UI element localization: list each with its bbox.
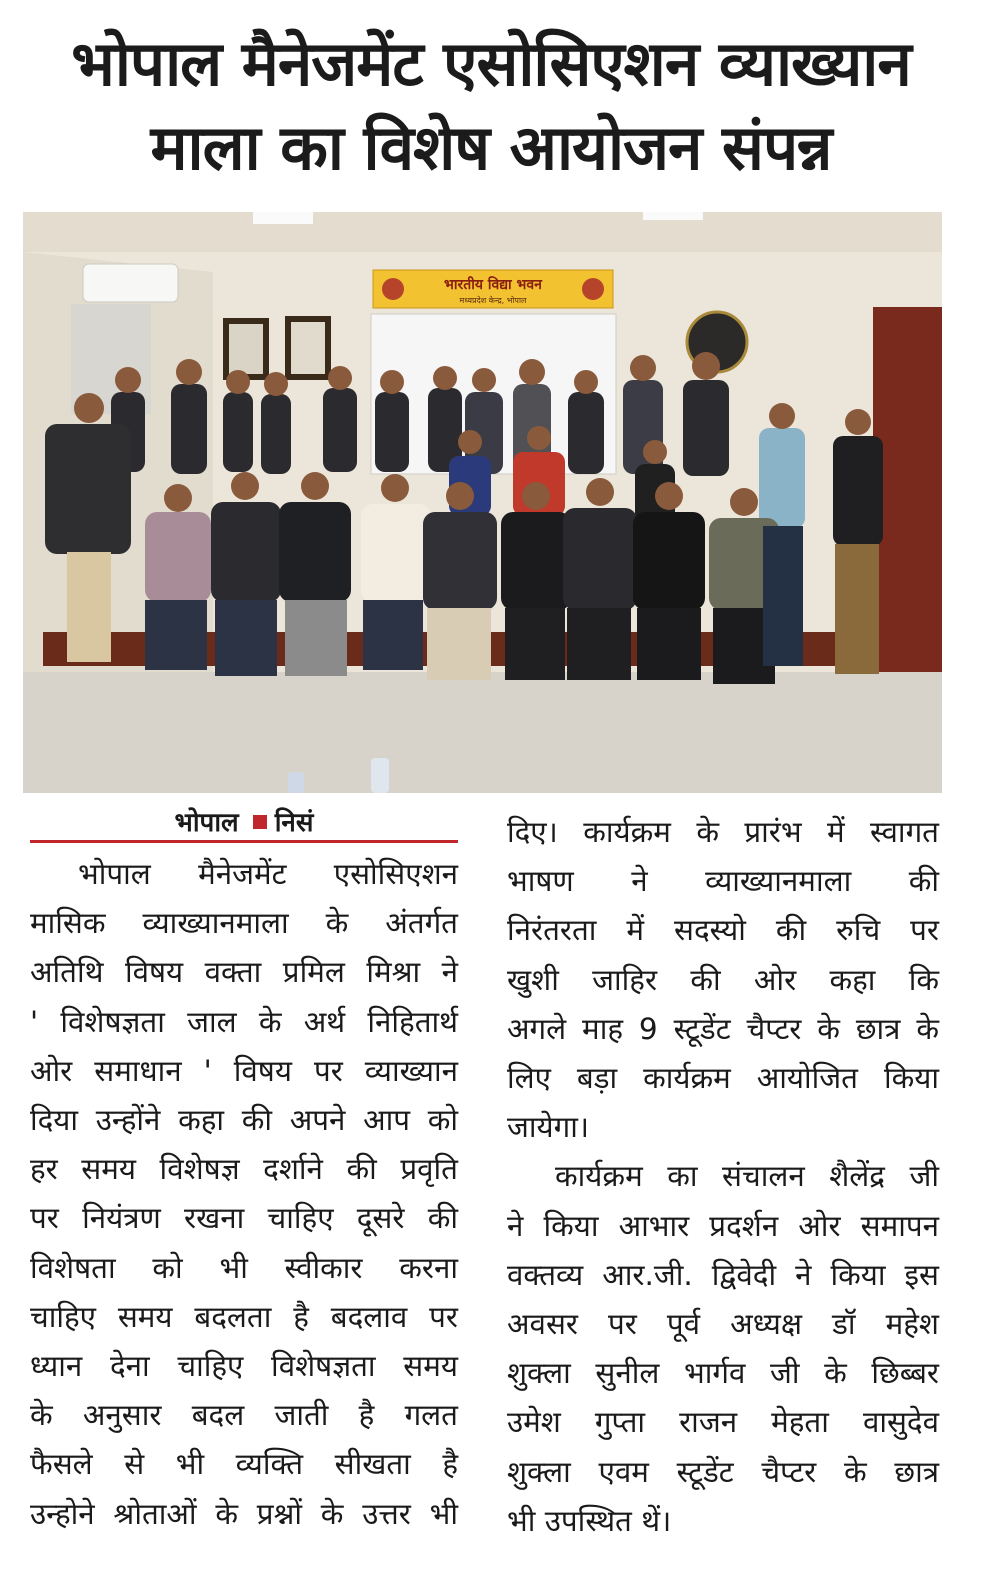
- column-1-line: उन्होने श्रोताओं के प्रश्नों के उत्तर भी: [30, 1496, 458, 1531]
- headline-line-1: भोपाल मैनेजमेंट एसोसिएशन व्याख्यान: [71, 27, 911, 100]
- column-1-line: ओर समाधान ' विषय पर व्याख्यान: [30, 1053, 458, 1088]
- group-photo-illustration: [23, 212, 942, 793]
- column-2-line: निरंतरता में सदस्यो की रुचि पर: [507, 913, 939, 948]
- column-1-line: मासिक व्याख्यानमाला के अंतर्गत: [30, 906, 458, 941]
- column-1-line: भोपाल मैनेजमेंट एसोसिएशन: [78, 857, 458, 891]
- group-photo: [23, 212, 942, 793]
- square-bullet-icon: [253, 815, 267, 829]
- banner-title: भारतीय विद्या भवन: [444, 277, 542, 293]
- column-1-line: ध्यान देना चाहिए विशेषज्ञता समय: [30, 1349, 458, 1384]
- column-1-line: ' विशेषज्ञता जाल के अर्थ निहितार्थ: [30, 1004, 458, 1039]
- column-2-line: खुशी जाहिर की ओर कहा कि: [507, 962, 939, 997]
- column-2-line: भी उपस्थित थें।: [507, 1503, 672, 1538]
- column-2-line: दिए। कार्यक्रम के प्रारंभ में स्वागत: [507, 815, 939, 849]
- column-1-line: हर समय विशेषज्ञ दर्शाने की प्रवृति: [30, 1152, 458, 1187]
- column-1-line: चाहिए समय बदलता है बदलाव पर: [30, 1299, 458, 1334]
- column-1-line: अतिथि विषय वक्ता प्रमिल मिश्रा ने: [30, 955, 458, 990]
- byline: [30, 806, 458, 843]
- column-1-line: विशेषता को भी स्वीकार करना: [30, 1250, 458, 1285]
- column-2-line: भाषण ने व्याख्यानमाला की: [507, 864, 939, 899]
- column-1-line: पर नियंत्रण रखना चाहिए दूसरे की: [30, 1201, 458, 1236]
- banner-subtitle: मध्यप्रदेश केन्द्र, भोपाल: [459, 296, 527, 305]
- column-1-line: फैसले से भी व्यक्ति सीखता है: [30, 1447, 458, 1482]
- column-2-line: उमेश गुप्ता राजन मेहता वासुदेव: [507, 1405, 939, 1440]
- article-column-1: [30, 850, 458, 1539]
- column-2-line: शुक्ला एवम स्टूडेंट चैप्टर के छात्र: [507, 1454, 939, 1489]
- column-2-line: शुक्ला सुनील भार्गव जी के छिब्बर: [507, 1356, 939, 1391]
- column-1-line: दिया उन्होंने कहा की अपने आप को: [30, 1103, 458, 1138]
- column-2-line: वक्तव्य आर.जी. द्विवेदी ने किया इस: [507, 1257, 939, 1292]
- column-2-line: जायेगा।: [507, 1110, 590, 1145]
- column-1-line: के अनुसार बदल जाती है गलत: [30, 1398, 458, 1433]
- byline-agency: निसं: [274, 808, 314, 838]
- column-2-line: ने किया आभार प्रदर्शन ओर समापन: [507, 1208, 939, 1243]
- byline-place: भोपाल: [174, 808, 239, 838]
- column-2-line: अवसर पर पूर्व अध्यक्ष डॉ महेश: [507, 1307, 939, 1342]
- article-column-2: [507, 808, 939, 1546]
- column-2-line: अगले माह 9 स्टूडेंट चैप्टर के छात्र के: [507, 1011, 939, 1046]
- headline-line-2: माला का विशेष आयोजन संपन्न: [150, 111, 832, 184]
- column-2-line: कार्यक्रम का संचालन शैलेंद्र जी: [555, 1159, 939, 1194]
- column-2-line: लिए बड़ा कार्यक्रम आयोजित किया: [507, 1061, 939, 1096]
- headline: [20, 22, 962, 190]
